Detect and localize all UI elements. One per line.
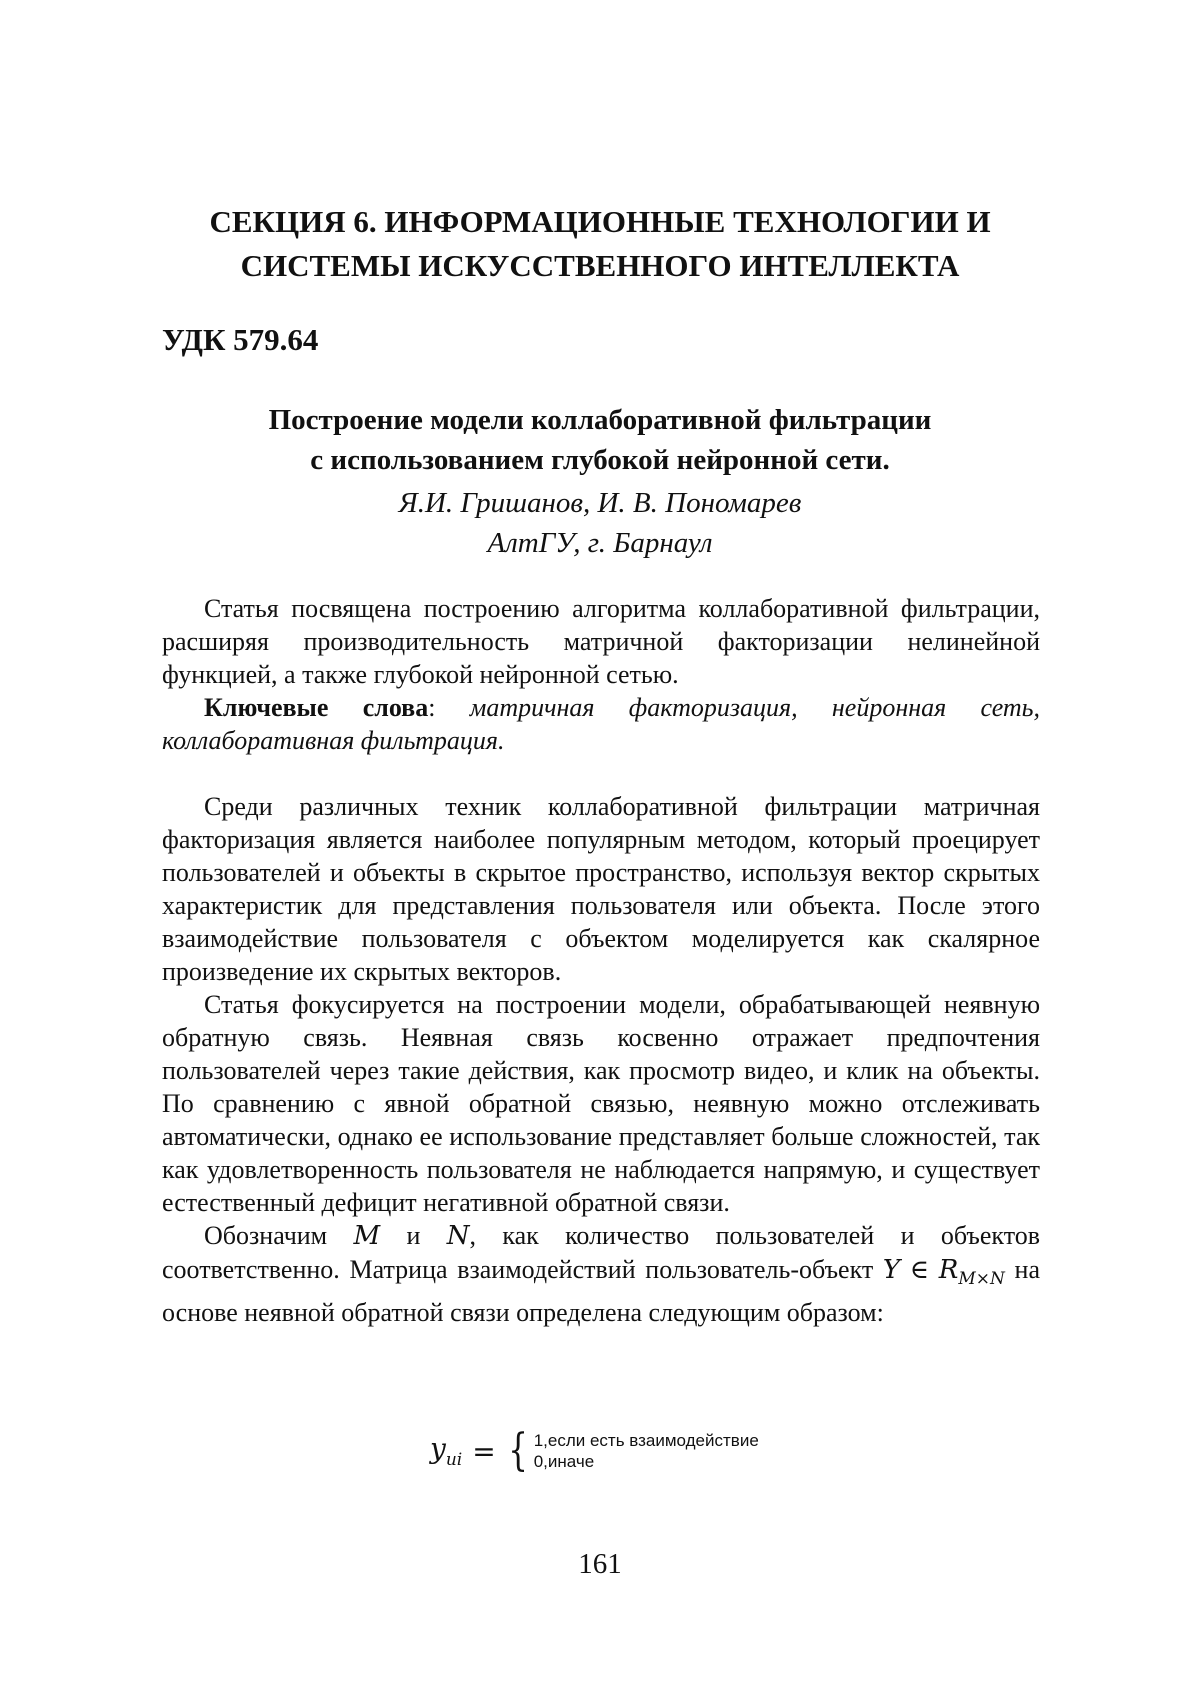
formula [430, 1423, 759, 1479]
math-R: R [939, 1255, 959, 1285]
article-title [150, 400, 1050, 480]
math-R-subscript: M×N [958, 1269, 1005, 1289]
math-N: N [447, 1221, 470, 1251]
udk-code: УДК 579.64 [162, 320, 318, 360]
paragraph-3 [162, 1219, 1040, 1329]
section-heading-line-1: СЕКЦИЯ 6. ИНФОРМАЦИОННЫЕ ТЕХНОЛОГИИ И [150, 200, 1050, 244]
article-title-line-2: с использованием глубокой нейронной сети. [150, 440, 1050, 480]
math-element-of: ∈ [900, 1255, 939, 1284]
authors: Я.И. Гришанов, И. В. Пономарев [150, 483, 1050, 523]
keywords-text: матричная факторизация, нейронная сеть, коллаборативная фильтрация. [162, 693, 1040, 755]
p3-text-1: Обозначим [204, 1221, 353, 1250]
section-heading [150, 200, 1050, 288]
math-M: M [353, 1221, 380, 1251]
page [0, 0, 1200, 1703]
abstract [162, 592, 1040, 757]
formula-case-2: 0,иначе [534, 1451, 759, 1472]
p3-text-2: и [380, 1221, 447, 1250]
paragraph-1: Среди различных техник коллаборативной фильтрации матричная факторизация является наиболее популярным методом, который проецирует пользователей и объекты в скрытое пространство, используя вектор скрытых характеристик для представления пользователя или объекта. После этого взаимодействие пользователя с объектом моделируется как скалярное произведение их скрытых векторов. [162, 790, 1040, 988]
byline [150, 483, 1050, 563]
section-heading-line-2: СИСТЕМЫ ИСКУССТВЕННОГО ИНТЕЛЛЕКТА [150, 244, 1050, 288]
affiliation: АлтГУ, г. Барнаул [150, 523, 1050, 563]
formula-cases [534, 1430, 759, 1472]
formula-lhs [430, 1432, 462, 1470]
main-text [162, 790, 1040, 1329]
article-title-line-1: Построение модели коллаборативной фильтрации [150, 400, 1050, 440]
p3-text-4: на основе неявной обратной связи определена следующим образом: [162, 1255, 1040, 1327]
formula-y: y [430, 1432, 446, 1465]
formula-y-subscript: ui [446, 1450, 462, 1470]
formula-case-1: 1,если есть взаимодействие [534, 1430, 759, 1451]
abstract-text: Статья посвящена построению алгоритма коллаборативной фильтрации, расширяя производительность матричной факторизации нелинейной функцией, а также глубокой нейронной сетью. [162, 592, 1040, 691]
paragraph-2: Статья фокусируется на построении модели, обрабатывающей неявную обратную связь. Неявная связь косвенно отражает предпочтения пользователей через такие действия, как просмотр видео, и клик на объекты. По сравнению с явной обратной связью, неявную можно отслеживать автоматически, однако ее использование представляет больше сложностей, так как удовлетворенность пользователя не наблюдается напрямую, и существует естественный дефицит негативной обратной связи. [162, 988, 1040, 1219]
keywords [162, 691, 1040, 757]
formula-equals: = [472, 1435, 495, 1468]
keywords-label: Ключевые слова [204, 693, 428, 722]
keywords-separator: : [428, 693, 470, 722]
formula-brace: { [508, 1429, 528, 1473]
math-Y: Y [883, 1255, 900, 1285]
page-number: 161 [0, 1546, 1200, 1582]
p3-text-3: , как количество пользователей и объектов соответственно. Матрица взаимодействий пользователь-объект [162, 1221, 1040, 1284]
